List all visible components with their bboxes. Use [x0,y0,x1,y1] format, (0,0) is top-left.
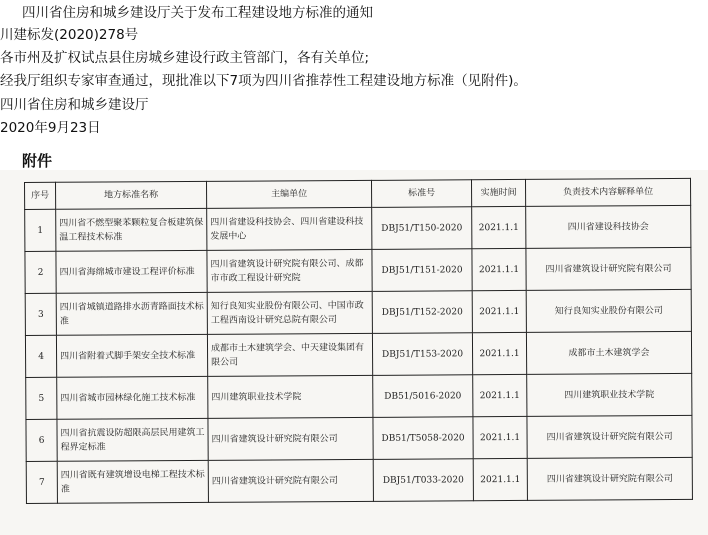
table-row [25,247,691,293]
attachment-label: 附件 [22,152,53,170]
interpreting-unit: 成都市土木建筑学会 [526,331,691,374]
header-cell-standard-name: 地方标准名称 [56,181,207,209]
standard-number: DBJ51/T150-2020 [372,207,472,250]
interpreting-unit: 四川省建筑设计研究院有限公司 [527,457,692,500]
effective-date: 2021.1.1 [472,248,526,290]
table-row [26,415,692,461]
header-cell-index: 序号 [25,182,56,209]
table-row [25,331,691,377]
header-cell-standard-number: 标准号 [371,180,471,208]
effective-date: 2021.1.1 [472,332,526,374]
table-row [26,457,692,503]
row-index: 3 [25,293,56,335]
standard-name: 四川省城市园林绿化施工技术标准 [57,376,208,419]
effective-date: 2021.1.1 [473,416,527,458]
row-index: 4 [25,335,56,377]
standard-number: DBJ51/T033-2020 [373,459,473,502]
notice-body: 经我厅组织专家审查通过，现批准以下7项为四川省推荐性工程建设地方标准（见附件)。 [0,73,527,89]
standard-number: DBJ51/T151-2020 [372,249,472,292]
row-index: 2 [25,251,56,293]
effective-date: 2021.1.1 [472,206,526,248]
effective-date: 2021.1.1 [473,374,527,416]
table-row [25,289,691,335]
recipients-line: 各市州及扩权试点县住房城乡建设行政主管部门，各有关单位; [0,50,370,66]
document-number: 川建标发(2020)278号 [0,27,139,43]
chief-editor-unit: 四川省建筑设计研究院有限公司 [208,417,373,460]
table-row [26,373,692,419]
standards-table [24,178,693,504]
interpreting-unit: 四川省建筑设计研究院有限公司 [527,415,692,458]
interpreting-unit: 四川省建筑设计研究院有限公司 [526,247,691,290]
chief-editor-unit: 四川建筑职业技术学院 [208,375,373,418]
issuer-line: 四川省住房和城乡建设厅 [0,97,149,113]
standard-name: 四川省抗震设防超限高层民用建筑工程界定标准 [57,418,208,461]
chief-editor-unit: 四川省建筑设计研究院有限公司 [208,459,373,502]
header-cell-chief-editor: 主编单位 [206,180,371,208]
chief-editor-unit: 四川省建设科技协会、四川省建设科技发展中心 [207,207,372,250]
notice-title: 四川省住房和城乡建设厅关于发布工程建设地方标准的通知 [22,5,373,21]
chief-editor-unit: 成都市土木建筑学会、中天建设集团有限公司 [207,333,372,376]
chief-editor-unit: 知行良知实业股份有限公司、中国市政工程西南设计研究总院有限公司 [207,291,372,334]
row-index: 1 [25,209,56,251]
standard-name: 四川省不燃型聚苯颗粒复合板建筑保温工程技术标准 [56,208,207,251]
effective-date: 2021.1.1 [472,290,526,332]
standard-number: DBJ51/T153-2020 [372,333,472,376]
interpreting-unit: 四川建筑职业技术学院 [527,373,692,416]
row-index: 7 [26,461,57,503]
standard-name: 四川省既有建筑增设电梯工程技术标准 [57,460,208,503]
interpreting-unit: 四川省建设科技协会 [526,205,691,248]
standard-name: 四川省附着式脚手架安全技术标准 [56,334,207,377]
interpreting-unit: 知行良知实业股份有限公司 [526,289,691,332]
issue-date: 2020年9月23日 [0,120,101,136]
standard-number: DB51/5016-2020 [373,375,473,418]
table-row [25,205,691,251]
header-cell-effective-date: 实施时间 [471,179,525,206]
row-index: 5 [26,377,57,419]
standard-number: DBJ51/T152-2020 [372,291,472,334]
header-cell-interpreting-unit: 负责技术内容解释单位 [525,178,690,206]
standard-number: DB51/T5058-2020 [373,417,473,460]
row-index: 6 [26,419,57,461]
standard-name: 四川省城镇道路排水沥青路面技术标准 [56,292,207,335]
standard-name: 四川省海绵城市建设工程评价标准 [56,250,207,293]
table-header-row [25,178,691,209]
chief-editor-unit: 四川省建筑设计研究院有限公司、成都市市政工程设计研究院 [207,249,372,292]
effective-date: 2021.1.1 [473,458,527,500]
